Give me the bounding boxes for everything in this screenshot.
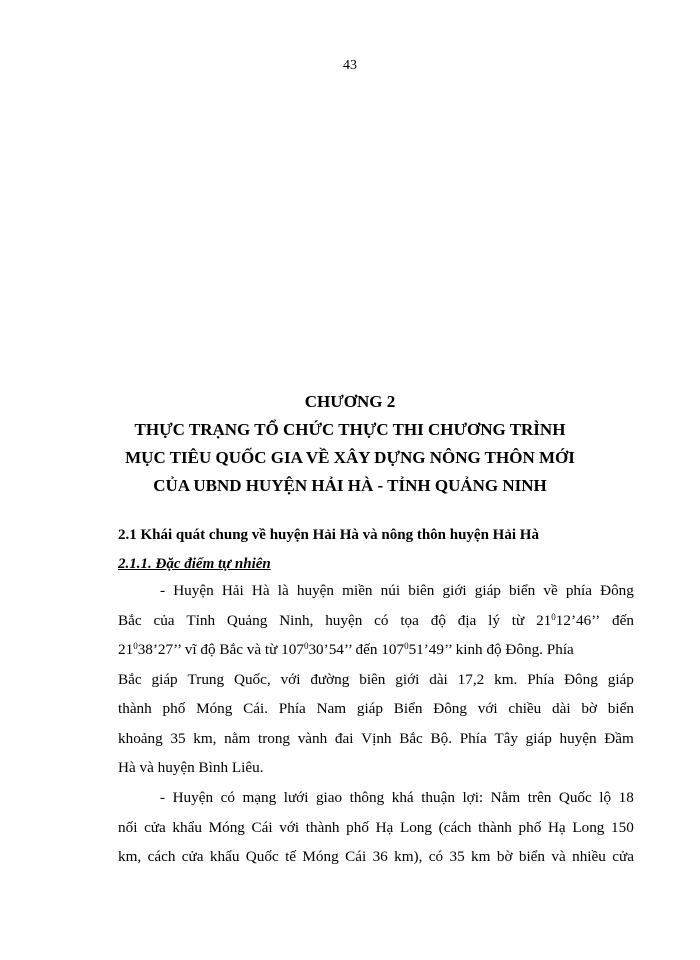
paragraph-transport — [118, 783, 634, 872]
word: từ — [511, 611, 525, 629]
word: Cái — [345, 848, 367, 865]
word: Vịnh — [361, 729, 392, 747]
word: đường — [310, 670, 350, 688]
text-segment: 30’54’’ đến 107 — [308, 641, 405, 658]
word: biển — [607, 700, 634, 717]
word: giới — [442, 582, 467, 599]
word: đến — [612, 611, 634, 629]
word: giáp — [151, 670, 178, 688]
word: 150 — [611, 818, 634, 836]
word: thành — [118, 700, 152, 717]
word: Nam — [316, 700, 347, 717]
word: 35 — [170, 729, 186, 747]
word: Móng — [196, 700, 233, 717]
paragraph-line — [118, 813, 634, 843]
word: của — [153, 611, 175, 629]
paragraph-line — [118, 694, 634, 724]
subsection-heading: 2.1.1. Đặc điểm tự nhiên — [118, 556, 271, 572]
word: huyện — [296, 582, 335, 599]
word: cửa — [181, 848, 204, 865]
paragraph-line: Hà và huyện Bình Liêu. — [118, 759, 264, 776]
word: bờ — [496, 848, 513, 865]
word: lưới — [283, 789, 309, 806]
word: biển — [518, 848, 546, 865]
word: Bắc — [118, 611, 142, 629]
word: trong — [257, 729, 291, 747]
word: lợi: — [462, 789, 484, 806]
word: Long — [399, 818, 432, 836]
word: Biển — [393, 700, 423, 717]
word: có — [428, 848, 444, 865]
word: với — [280, 670, 301, 688]
paragraph-line — [118, 724, 634, 754]
degree-superscript: 0 — [303, 641, 309, 651]
word: Hạ — [547, 818, 566, 836]
word: Quốc — [558, 789, 592, 806]
word: lý — [488, 611, 500, 629]
word: Ninh, — [279, 611, 314, 629]
word: phố — [346, 818, 369, 836]
word: huyện — [559, 729, 597, 747]
word: Phía — [527, 670, 555, 688]
word: Đông — [564, 670, 598, 688]
word: Đầm — [604, 729, 634, 747]
word: Quảng — [226, 611, 268, 629]
word: vành — [297, 729, 328, 747]
word: núi — [380, 582, 401, 599]
word: - — [160, 789, 166, 806]
section-heading: 2.1 Khái quát chung về huyện Hải Hà và nông thôn huyện Hải Hà — [118, 527, 539, 543]
word: Hải — [221, 582, 244, 599]
word: km — [471, 848, 491, 865]
word: giáp — [356, 700, 384, 717]
word: miền — [342, 582, 373, 599]
word: Cái — [251, 818, 273, 836]
word: - — [160, 582, 166, 599]
word: khẩu — [172, 818, 202, 836]
word: km. — [494, 670, 518, 688]
chapter-title-line-2: MỤC TIÊU QUỐC GIA VỀ XÂY DỰNG NÔNG THÔN MỚI — [125, 448, 575, 467]
word: 18 — [618, 789, 634, 806]
word: giáp — [525, 729, 552, 747]
word: khoảng — [118, 729, 163, 747]
word: mạng — [242, 789, 277, 806]
word: Quốc — [245, 848, 279, 865]
word: Hạ — [375, 818, 394, 836]
word: là — [277, 582, 289, 599]
word: Long — [572, 818, 605, 836]
word: giới — [395, 670, 420, 688]
word: phố — [518, 818, 542, 836]
word: Đông — [433, 700, 467, 717]
text-segment: 38’27’’ vĩ độ Bắc và từ 107 — [137, 641, 304, 658]
word: thành — [478, 818, 512, 836]
word: Đông — [600, 582, 634, 599]
word: Phía — [278, 700, 306, 717]
paragraph-line — [118, 576, 634, 606]
word: Huyện — [173, 582, 214, 599]
word: Móng — [208, 818, 245, 836]
word: tọa — [400, 611, 419, 629]
word: giao — [315, 789, 343, 806]
word: km, — [193, 729, 217, 747]
word: Quốc, — [234, 670, 271, 688]
word: nhiều — [572, 848, 606, 865]
word: nằm — [224, 729, 251, 747]
word: và — [551, 848, 566, 865]
word: nối — [118, 818, 138, 836]
word: có — [220, 789, 235, 806]
word: Hà — [251, 582, 270, 599]
word: biển — [509, 582, 536, 599]
word: 36 — [372, 848, 388, 865]
word: trên — [527, 789, 552, 806]
word: $21^012’46$’’ — [536, 611, 601, 629]
paragraph-line — [118, 606, 634, 636]
word: Bộ. — [430, 729, 453, 747]
text-segment: 51’49’’ kinh độ Đông. Phía — [408, 641, 574, 658]
word: có — [374, 611, 389, 629]
chapter-title-line-1: THỰC TRẠNG TỔ CHỨC THỰC THI CHƯƠNG TRÌNH — [134, 420, 566, 439]
word: km, — [118, 848, 142, 865]
word: bờ — [581, 700, 597, 717]
word: giáp — [607, 670, 634, 688]
word: Móng — [302, 848, 339, 865]
word: Tây — [494, 729, 518, 747]
chapter-heading — [80, 388, 620, 500]
word: với — [477, 700, 498, 717]
word: giáp — [474, 582, 501, 599]
degree-superscript: 0 — [404, 641, 409, 651]
word: tế — [285, 848, 297, 865]
word: cửa — [144, 818, 166, 836]
word: huyện — [325, 611, 363, 629]
paragraph-line — [118, 842, 634, 872]
word: dài — [429, 670, 448, 688]
paragraph-line — [118, 783, 634, 813]
word: Bắc — [118, 670, 142, 688]
word: thuận — [421, 789, 455, 806]
text-segment: 21 — [118, 641, 134, 658]
degree-superscript: 0 — [133, 641, 138, 651]
word: phía — [565, 582, 592, 599]
word: Trung — [187, 670, 225, 688]
word: dài — [552, 700, 571, 717]
paragraph-line — [118, 665, 634, 695]
word: độ — [430, 611, 446, 629]
word: chiều — [508, 700, 542, 717]
word: địa — [457, 611, 477, 629]
word: cửa — [612, 848, 634, 865]
word: Phía — [459, 729, 487, 747]
word: biên — [408, 582, 435, 599]
chapter-label: CHƯƠNG 2 — [304, 392, 396, 411]
word: đai — [334, 729, 354, 747]
word: 35 — [449, 848, 465, 865]
word: biên — [359, 670, 386, 688]
chapter-title-line-3: CỦA UBND HUYỆN HẢI HÀ - TỈNH QUẢNG NINH — [153, 476, 547, 495]
word: Bắc — [399, 729, 423, 747]
word: Nằm — [490, 789, 521, 806]
coordinate-text — [118, 635, 574, 665]
word: cách — [147, 848, 176, 865]
degree-superscript: 0 — [551, 611, 556, 622]
word: khẩu — [209, 848, 240, 865]
word: (cách — [438, 818, 472, 836]
word: lộ — [599, 789, 612, 806]
word: khá — [391, 789, 414, 806]
word: thông — [349, 789, 385, 806]
word: Tỉnh — [186, 611, 216, 629]
word: về — [543, 582, 558, 599]
paragraph-natural-features — [118, 576, 634, 783]
paragraph-line-coordinates — [118, 635, 634, 665]
word: phố — [162, 700, 186, 717]
word: Cái. — [243, 700, 269, 717]
page-number: 43 — [343, 58, 357, 73]
word: km), — [394, 848, 423, 865]
word: thành — [305, 818, 340, 836]
word: Huyện — [172, 789, 214, 806]
word: với — [279, 818, 300, 836]
word: 17,2 — [457, 670, 485, 688]
